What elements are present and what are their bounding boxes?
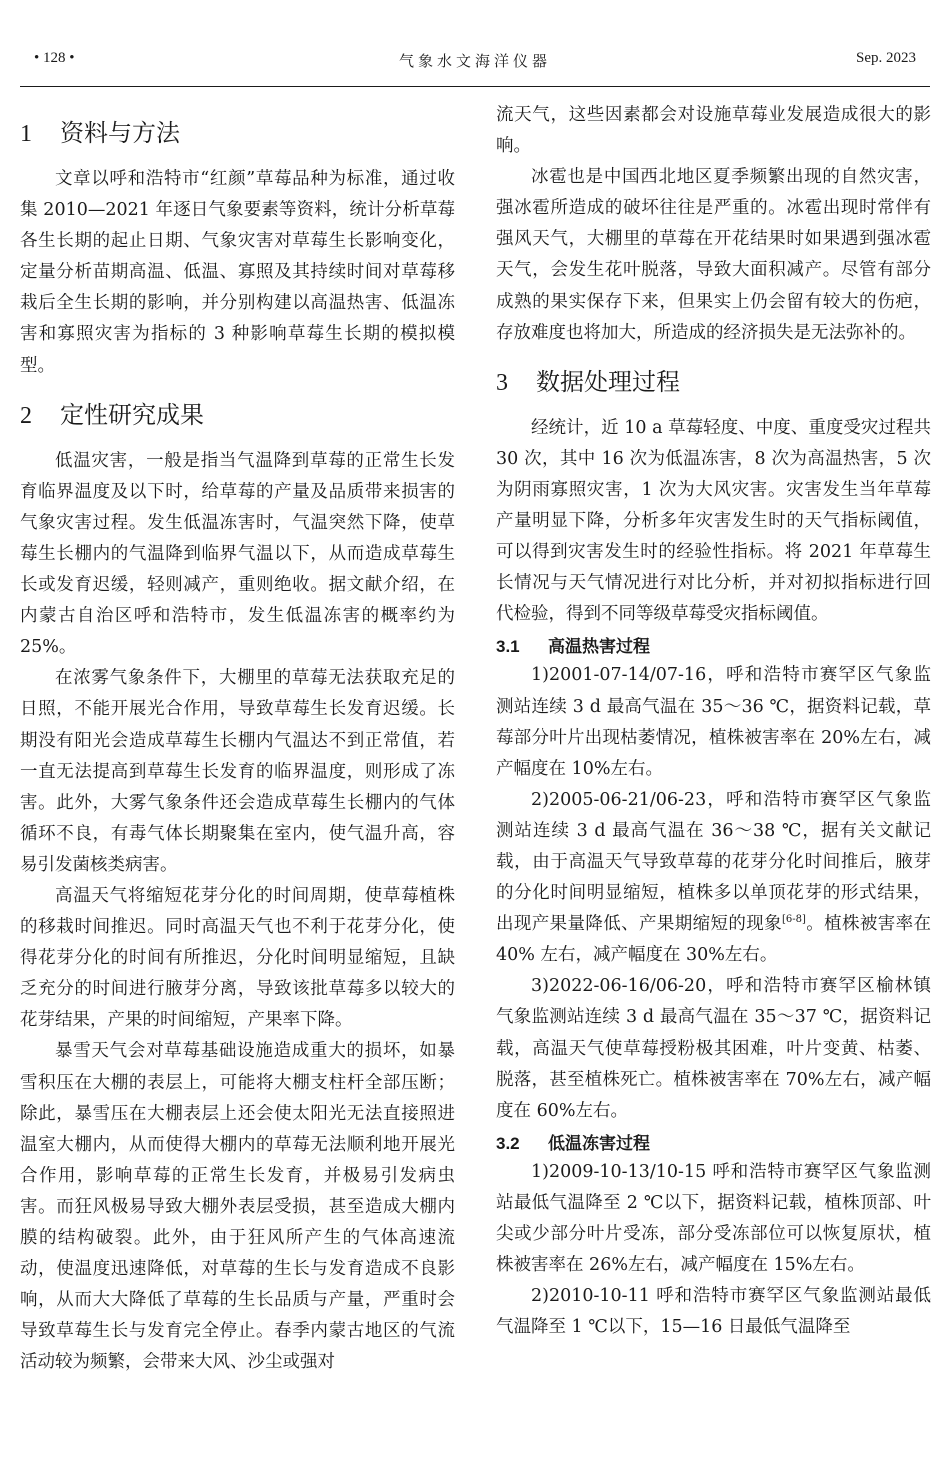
section-title: 资料与方法 xyxy=(60,119,180,147)
paragraph: 经统计，近 10 a 草莓轻度、中度、重度受灾过程共 30 次，其中 16 次为低温冻害，8 次为高温热害，5 次为阴雨寡照灾害，1 次为大风灾害。灾害发生当年草莓产量明显下降，分析多年灾害发生时的天气指标阈值，可以得到灾害发生时的经验性指标。将 2021 年草莓生长情况与天气情况进行对比分析，并对初拟指标进行回代检验，得到不同等级草莓受灾指标阈值。 xyxy=(496,417,931,625)
issue-date: Sep. 2023 xyxy=(856,50,916,66)
paragraph: 低温灾害，一般是指当气温降到草莓的正常生长发育临界温度及以下时，给草莓的产量及品质带来损害的气象灾害过程。发生低温冻害时，气温突然下降，使草莓生长棚内的气温降到临界气温以下，从而造成草莓生长或发育迟缓，轻则减产，重则绝收。据文献介绍，在内蒙古自治区呼和浩特市，发生低温冻害的概率约为 25%。 xyxy=(20,450,455,658)
paragraph: 高温天气将缩短花芽分化的时间周期，使草莓植株的移栽时间推迟。同时高温天气也不利于花芽分化，使得花芽分化的时间有所推迟，分化时间明显缩短，且缺乏充分的时间进行腋芽分离，导致该批草莓多以较大的花芽结果，产果的时间缩短，产果率下降。 xyxy=(20,885,455,1031)
subsection-number: 3.1 xyxy=(496,637,520,657)
subsection-title: 高温热害过程 xyxy=(548,637,650,657)
header-rule xyxy=(20,86,930,87)
section-number: 1 xyxy=(20,121,32,147)
section-2-heading xyxy=(20,397,455,434)
paragraph-text: 。植株被害率在 40% 左右，减产幅度在 30%左右。 xyxy=(496,914,932,966)
paragraph: 冰雹也是中国西北地区夏季频繁出现的自然灾害，强冰雹所造成的破坏往往是严重的。冰雹出现时常伴有强风天气，大棚里的草莓在开花结果时如果遇到强冰雹天气，会发生花叶脱落，导致大面积减产。尽管有部分成熟的果实保存下来，但果实上仍会留有较大的伤疤，存放难度也将加大，所造成的经济损失是无法弥补的。 xyxy=(496,167,931,343)
paragraph: 在浓雾气象条件下，大棚里的草莓无法获取充足的日照，不能开展光合作用，导致草莓生长发育迟缓。长期没有阳光会造成草莓生长棚内气温达不到正常值，若一直无法提高到草莓生长发育的临界温度，则形成了冻害。此外，大雾气象条件还会造成草莓生长棚内的气体循环不良，有毒气体长期聚集在室内，使气温升高，容易引发菌核类病害。 xyxy=(20,668,455,875)
paragraph-continued: 流天气，这些因素都会对设施草莓业发展造成很大的影响。 xyxy=(496,105,931,157)
section-1-heading xyxy=(20,115,455,152)
section-3-heading xyxy=(496,364,931,401)
right-column xyxy=(496,100,931,1343)
paragraph: 2)2010-10-11 呼和浩特市赛罕区气象监测站最低气温降至 1 ℃以下，15—16 日最低气温降至 xyxy=(496,1286,931,1338)
running-header xyxy=(22,50,928,78)
paragraph: 1)2009-10-13/10-15 呼和浩特市赛罕区气象监测站最低气温降至 2 ℃以下，据资料记载，植株顶部、叶尖或少部分叶片受冻，部分受冻部位可以恢复原状，植株被害率在 26%左右，减产幅度在 15%左右。 xyxy=(496,1161,931,1276)
left-column xyxy=(20,100,455,1378)
subsection-title: 低温冻害过程 xyxy=(548,1133,650,1153)
paragraph-text: 2)2005-06-21/06-23，呼和浩特市赛罕区气象监测站连续 3 d 最高气温在 36～38 ℃，据有关文献记载，由于高温天气导致草莓的花芽分化时间推后，腋芽的分化时间明显缩短，植株多以单顶花芽的形式结果，出现产果量降低、产果期缩短的现象 xyxy=(496,789,931,935)
section-number: 3 xyxy=(496,369,508,396)
citation: [6-8] xyxy=(781,914,806,926)
paragraph: 1)2001-07-14/07-16，呼和浩特市赛罕区气象监测站连续 3 d 最高气温在 35～36 ℃，据资料记载，草莓部分叶片出现枯萎情况，植株被害率在 20%左右，减产幅度在 10%左右。 xyxy=(496,665,931,779)
paragraph: 3)2022-06-16/06-20，呼和浩特市赛罕区榆林镇气象监测站连续 3 d 最高气温在 35～37 ℃，据资料记载，高温天气使草莓授粉极其困难，叶片变黄、枯萎、脱落，甚至植株死亡。植株被害率在 70%左右，减产幅度在 60%左右。 xyxy=(496,976,931,1121)
paragraph: 暴雪天气会对草莓基础设施造成重大的损坏，如暴雪积压在大棚的表层上，可能将大棚支柱杆全部压断；除此，暴雪压在大棚表层上还会使太阳光无法直接照进温室大棚内，从而使得大棚内的草莓无法顺利地开展光合作用，影响草莓的正常生长发育，并极易引发病虫害。而狂风极易导致大棚外表层受损，甚至造成大棚内膜的结构破裂。此外，由于狂风所产生的气体高速流动，使温度迅速降低，对草莓的生长与发育造成不良影响，从而大大降低了草莓的生长品质与产量，严重时会导致草莓生长与发育完全停止。春季内蒙古地区的气流活动较为频繁，会带来大风、沙尘或强对 xyxy=(20,1041,455,1373)
subsection-3-1-heading xyxy=(496,634,931,660)
journal-title: 气象水文海洋仪器 xyxy=(398,52,551,70)
section-title: 数据处理过程 xyxy=(536,367,680,396)
page-number: • 128 • xyxy=(34,50,75,66)
section-number: 2 xyxy=(20,402,32,429)
section-title: 定性研究成果 xyxy=(60,400,204,429)
paragraph: 文章以呼和浩特市“红颜”草莓品种为标准，通过收集 2010—2021 年逐日气象要素等资料，统计分析草莓各生长期的起止日期、气象灾害对草莓生长影响变化，定量分析苗期高温、低温、寡照及其持续时间对草莓移栽后全生长期的影响，并分别构建以高温热害、低温冻害和寡照灾害为指标的 3 种影响草莓生长期的模拟模型。 xyxy=(20,169,455,376)
subsection-number: 3.2 xyxy=(496,1133,520,1153)
subsection-3-2-heading xyxy=(496,1131,931,1157)
paragraph xyxy=(496,785,931,972)
